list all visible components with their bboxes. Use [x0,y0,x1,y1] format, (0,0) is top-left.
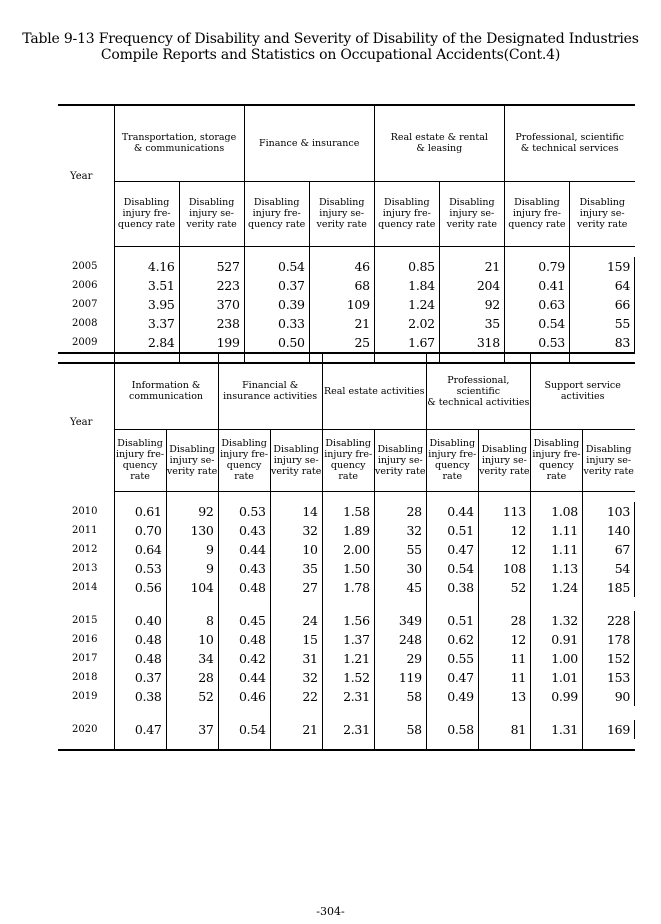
severity-rate-cell: 159 [569,257,634,276]
frequency-rate-cell: 1.50 [322,559,374,578]
frequency-rate-cell: 1.37 [322,630,374,649]
frequency-rate-cell: 2.00 [322,540,374,559]
severity-rate-cell: 228 [582,611,634,630]
frequency-rate-cell: 1.13 [530,559,582,578]
severity-rate-cell: 64 [569,276,634,295]
frequency-rate-cell: 0.47 [426,668,478,687]
frequency-rate-cell: 0.40 [114,611,166,630]
group-header: Professional, scientific & technical services [504,105,634,181]
frequency-rate-cell: 1.24 [374,295,439,314]
sub-header-frequency: Disabling injury fre- quency rate [218,429,270,491]
severity-rate-cell: 21 [270,720,322,739]
frequency-rate-cell: 1.78 [322,578,374,597]
frequency-rate-cell: 1.11 [530,540,582,559]
year-cell: 2018 [58,668,114,687]
severity-rate-cell: 45 [374,578,426,597]
frequency-rate-cell: 2.84 [114,333,179,352]
table-row [58,578,635,597]
frequency-rate-cell: 0.44 [426,502,478,521]
severity-rate-cell: 11 [478,668,530,687]
frequency-rate-cell: 1.52 [322,668,374,687]
severity-rate-cell: 21 [439,257,504,276]
severity-rate-cell: 55 [374,540,426,559]
sub-header-severity: Disabling injury se- verity rate [439,181,504,246]
frequency-rate-cell: 0.63 [504,295,569,314]
sub-header-frequency: Disabling injury fre- quency rate [114,429,166,491]
title-line-2: Compile Reports and Statistics on Occupational Accidents(Cont.4) [100,47,561,63]
year-cell: 2014 [58,578,114,597]
frequency-rate-cell: 0.48 [218,578,270,597]
severity-rate-cell: 12 [478,540,530,559]
frequency-rate-cell: 0.46 [218,687,270,706]
frequency-rate-cell: 0.42 [218,649,270,668]
frequency-rate-cell: 2.31 [322,720,374,739]
year-header: Year [58,353,114,491]
sub-header-frequency: Disabling injury fre- quency rate [114,181,179,246]
severity-rate-cell: 10 [166,630,218,649]
severity-rate-cell: 204 [439,276,504,295]
severity-rate-cell: 130 [166,521,218,540]
sub-header-severity: Disabling injury se- verity rate [166,429,218,491]
severity-rate-cell: 140 [582,521,634,540]
severity-rate-cell: 14 [270,502,322,521]
year-cell: 2007 [58,295,114,314]
sub-header-severity: Disabling injury se- verity rate [270,429,322,491]
severity-rate-cell: 11 [478,649,530,668]
table-row [58,720,635,739]
frequency-rate-cell: 0.91 [530,630,582,649]
severity-rate-cell: 527 [179,257,244,276]
year-cell: 2017 [58,649,114,668]
severity-rate-cell: 25 [309,333,374,352]
frequency-rate-cell: 0.38 [114,687,166,706]
frequency-rate-cell: 0.54 [504,314,569,333]
sub-header-severity: Disabling injury se- verity rate [374,429,426,491]
severity-rate-cell: 21 [309,314,374,333]
frequency-rate-cell: 0.39 [244,295,309,314]
frequency-rate-cell: 0.33 [244,314,309,333]
sub-header-severity: Disabling injury se- verity rate [309,181,374,246]
severity-rate-cell: 153 [582,668,634,687]
severity-rate-cell: 35 [270,559,322,578]
frequency-rate-cell: 4.16 [114,257,179,276]
page-number: -304- [316,905,345,918]
sub-header-severity: Disabling injury se- verity rate [569,181,634,246]
group-header: Information & communication [114,353,218,429]
frequency-rate-cell: 2.02 [374,314,439,333]
frequency-rate-cell: 0.58 [426,720,478,739]
frequency-rate-cell: 3.37 [114,314,179,333]
year-cell: 2005 [58,257,114,276]
sub-header-severity: Disabling injury se- verity rate [478,429,530,491]
severity-rate-cell: 199 [179,333,244,352]
sub-header-frequency: Disabling injury fre- quency rate [244,181,309,246]
frequency-rate-cell: 1.58 [322,502,374,521]
severity-rate-cell: 32 [374,521,426,540]
frequency-rate-cell: 1.11 [530,521,582,540]
severity-rate-cell: 113 [478,502,530,521]
severity-rate-cell: 8 [166,611,218,630]
table-title [0,31,661,63]
table-row [58,559,635,578]
frequency-rate-cell: 0.48 [114,630,166,649]
severity-rate-cell: 178 [582,630,634,649]
frequency-rate-cell: 0.48 [114,649,166,668]
severity-rate-cell: 90 [582,687,634,706]
frequency-rate-cell: 0.43 [218,521,270,540]
table-row [58,540,635,559]
severity-rate-cell: 185 [582,578,634,597]
frequency-rate-cell: 1.31 [530,720,582,739]
frequency-rate-cell: 0.48 [218,630,270,649]
year-cell: 2010 [58,502,114,521]
severity-rate-cell: 67 [582,540,634,559]
severity-rate-cell: 92 [439,295,504,314]
table-2010-2020 [58,352,635,751]
frequency-rate-cell: 0.47 [114,720,166,739]
severity-rate-cell: 32 [270,668,322,687]
severity-rate-cell: 24 [270,611,322,630]
frequency-rate-cell: 3.51 [114,276,179,295]
severity-rate-cell: 223 [179,276,244,295]
severity-rate-cell: 52 [166,687,218,706]
severity-rate-cell: 248 [374,630,426,649]
frequency-rate-cell: 0.47 [426,540,478,559]
group-header: Real estate & rental & leasing [374,105,504,181]
severity-rate-cell: 32 [270,521,322,540]
frequency-rate-cell: 0.44 [218,668,270,687]
frequency-rate-cell: 0.79 [504,257,569,276]
severity-rate-cell: 92 [166,502,218,521]
severity-rate-cell: 55 [569,314,634,333]
frequency-rate-cell: 0.37 [244,276,309,295]
severity-rate-cell: 30 [374,559,426,578]
year-cell: 2013 [58,559,114,578]
severity-rate-cell: 28 [166,668,218,687]
frequency-rate-cell: 0.37 [114,668,166,687]
year-cell: 2011 [58,521,114,540]
table-row [58,502,635,521]
table-row [58,257,635,276]
severity-rate-cell: 169 [582,720,634,739]
severity-rate-cell: 28 [374,502,426,521]
sub-header-severity: Disabling injury se- verity rate [179,181,244,246]
severity-rate-cell: 10 [270,540,322,559]
severity-rate-cell: 15 [270,630,322,649]
severity-rate-cell: 58 [374,720,426,739]
frequency-rate-cell: 0.45 [218,611,270,630]
severity-rate-cell: 12 [478,630,530,649]
severity-rate-cell: 54 [582,559,634,578]
table-2005-2009 [58,104,635,364]
frequency-rate-cell: 0.64 [114,540,166,559]
frequency-rate-cell: 0.51 [426,611,478,630]
frequency-rate-cell: 1.01 [530,668,582,687]
table-row [58,295,635,314]
frequency-rate-cell: 0.54 [218,720,270,739]
severity-rate-cell: 27 [270,578,322,597]
sub-header-frequency: Disabling injury fre- quency rate [504,181,569,246]
frequency-rate-cell: 0.70 [114,521,166,540]
sub-header-severity: Disabling injury se- verity rate [582,429,634,491]
group-header: Support service activities [530,353,634,429]
year-cell: 2008 [58,314,114,333]
frequency-rate-cell: 0.41 [504,276,569,295]
frequency-rate-cell: 0.53 [218,502,270,521]
year-cell: 2016 [58,630,114,649]
year-cell: 2015 [58,611,114,630]
frequency-rate-cell: 1.00 [530,649,582,668]
year-cell: 2019 [58,687,114,706]
frequency-rate-cell: 2.31 [322,687,374,706]
frequency-rate-cell: 0.53 [504,333,569,352]
group-header: Financial & insurance activities [218,353,322,429]
frequency-rate-cell: 0.62 [426,630,478,649]
table-row [58,668,635,687]
frequency-rate-cell: 0.85 [374,257,439,276]
year-cell: 2006 [58,276,114,295]
severity-rate-cell: 58 [374,687,426,706]
group-header: Transportation, storage & communications [114,105,244,181]
frequency-rate-cell: 0.56 [114,578,166,597]
severity-rate-cell: 349 [374,611,426,630]
table-row [58,521,635,540]
frequency-rate-cell: 0.55 [426,649,478,668]
severity-rate-cell: 68 [309,276,374,295]
year-cell: 2020 [58,720,114,739]
title-line-1: Table 9-13 Frequency of Disability and Severity of Disability of the Designated Industries [22,31,639,47]
severity-rate-cell: 34 [166,649,218,668]
frequency-rate-cell: 0.54 [426,559,478,578]
severity-rate-cell: 108 [478,559,530,578]
frequency-rate-cell: 0.50 [244,333,309,352]
severity-rate-cell: 12 [478,521,530,540]
year-header: Year [58,105,114,246]
severity-rate-cell: 13 [478,687,530,706]
table-row [58,630,635,649]
severity-rate-cell: 35 [439,314,504,333]
severity-rate-cell: 9 [166,559,218,578]
severity-rate-cell: 31 [270,649,322,668]
frequency-rate-cell: 0.99 [530,687,582,706]
frequency-rate-cell: 0.38 [426,578,478,597]
severity-rate-cell: 29 [374,649,426,668]
table-row [58,611,635,630]
table-row [58,314,635,333]
severity-rate-cell: 46 [309,257,374,276]
frequency-rate-cell: 0.49 [426,687,478,706]
severity-rate-cell: 109 [309,295,374,314]
table-row [58,333,635,352]
frequency-rate-cell: 0.44 [218,540,270,559]
severity-rate-cell: 28 [478,611,530,630]
severity-rate-cell: 370 [179,295,244,314]
frequency-rate-cell: 0.51 [426,521,478,540]
frequency-rate-cell: 0.43 [218,559,270,578]
sub-header-frequency: Disabling injury fre- quency rate [322,429,374,491]
sub-header-frequency: Disabling injury fre- quency rate [374,181,439,246]
year-cell: 2012 [58,540,114,559]
frequency-rate-cell: 1.21 [322,649,374,668]
severity-rate-cell: 103 [582,502,634,521]
sub-header-frequency: Disabling injury fre- quency rate [530,429,582,491]
frequency-rate-cell: 3.95 [114,295,179,314]
group-header: Finance & insurance [244,105,374,181]
sub-header-frequency: Disabling injury fre- quency rate [426,429,478,491]
frequency-rate-cell: 1.89 [322,521,374,540]
severity-rate-cell: 9 [166,540,218,559]
severity-rate-cell: 22 [270,687,322,706]
frequency-rate-cell: 1.24 [530,578,582,597]
severity-rate-cell: 238 [179,314,244,333]
table-row [58,276,635,295]
severity-rate-cell: 119 [374,668,426,687]
group-header: Real estate activities [322,353,426,429]
frequency-rate-cell: 0.53 [114,559,166,578]
frequency-rate-cell: 1.84 [374,276,439,295]
severity-rate-cell: 66 [569,295,634,314]
frequency-rate-cell: 1.08 [530,502,582,521]
frequency-rate-cell: 0.54 [244,257,309,276]
table-row [58,687,635,706]
frequency-rate-cell: 1.67 [374,333,439,352]
severity-rate-cell: 81 [478,720,530,739]
severity-rate-cell: 37 [166,720,218,739]
severity-rate-cell: 152 [582,649,634,668]
severity-rate-cell: 104 [166,578,218,597]
group-header: Professional, scientific & technical activities [426,353,530,429]
severity-rate-cell: 318 [439,333,504,352]
frequency-rate-cell: 1.56 [322,611,374,630]
frequency-rate-cell: 0.61 [114,502,166,521]
frequency-rate-cell: 1.32 [530,611,582,630]
table-row [58,649,635,668]
severity-rate-cell: 52 [478,578,530,597]
severity-rate-cell: 83 [569,333,634,352]
year-cell: 2009 [58,333,114,352]
